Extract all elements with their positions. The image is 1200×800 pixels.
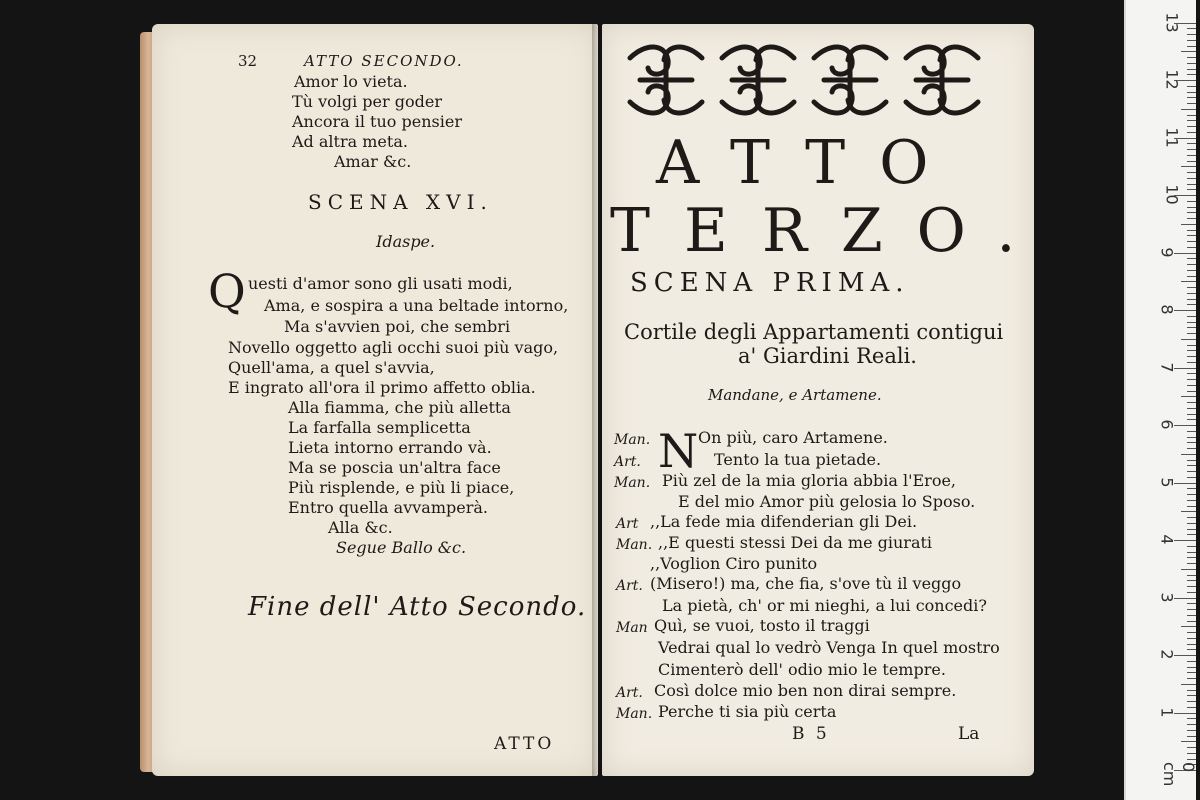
ruler-tick	[1187, 718, 1196, 719]
ruler-tick	[1187, 414, 1196, 415]
verse-line: Novello oggetto agli occhi suoi più vago,	[228, 338, 559, 357]
ruler-tick	[1187, 575, 1196, 576]
speaker-name: Idaspe.	[376, 232, 436, 251]
ruler-tick	[1187, 592, 1196, 593]
ruler-label: 8	[1157, 304, 1177, 315]
dialogue-line: ,,Voglion Ciro punito	[650, 554, 818, 573]
ruler-tick	[1174, 483, 1196, 484]
speaker-label: Man.	[616, 537, 653, 553]
ruler-tick	[1187, 632, 1196, 633]
ruler-tick	[1187, 546, 1196, 547]
ruler-tick	[1187, 448, 1196, 449]
ruler-tick	[1187, 442, 1196, 443]
ruler-tick	[1181, 684, 1196, 685]
ruler-tick	[1187, 149, 1196, 150]
speaker-label: Man.	[614, 475, 651, 491]
ruler-label: 11	[1162, 126, 1182, 148]
ruler-tick	[1181, 166, 1196, 167]
measuring-ruler	[1124, 0, 1196, 800]
ruler-tick	[1181, 511, 1196, 512]
ruler-tick	[1187, 557, 1196, 558]
ruler-tick	[1187, 333, 1196, 334]
ruler-tick	[1187, 408, 1196, 409]
verse-line: Ancora il tuo pensier	[292, 112, 462, 131]
ruler-tick	[1187, 178, 1196, 179]
speaker-label: Man.	[616, 706, 653, 722]
ruler-tick	[1187, 155, 1196, 156]
verse-line: Tù volgi per goder	[292, 92, 442, 111]
page-number: 32	[238, 52, 258, 70]
ruler-tick	[1187, 661, 1196, 662]
ruler-tick	[1187, 437, 1196, 438]
ruler-tick	[1187, 500, 1196, 501]
open-book	[140, 24, 1050, 780]
ruler-tick	[1174, 655, 1196, 656]
ruler-tick	[1181, 51, 1196, 52]
ruler-tick	[1187, 609, 1196, 610]
ruler-label: 13	[1162, 11, 1182, 33]
verse-line: Alla fiamma, che più alletta	[288, 398, 511, 417]
ruler-tick	[1187, 431, 1196, 432]
dialogue-line: Quì, se vuoi, tosto il traggi	[654, 616, 870, 635]
ruler-tick	[1187, 603, 1196, 604]
ruler-tick	[1187, 189, 1196, 190]
ruler-tick	[1187, 212, 1196, 213]
ruler-tick	[1187, 63, 1196, 64]
ruler-tick	[1187, 287, 1196, 288]
ruler-tick	[1187, 247, 1196, 248]
ruler-tick	[1187, 276, 1196, 277]
ruler-tick	[1187, 97, 1196, 98]
ruler-tick	[1174, 425, 1196, 426]
ruler-tick	[1181, 569, 1196, 570]
speaker-label: Man.	[614, 432, 651, 448]
ruler-tick	[1181, 396, 1196, 397]
ruler-tick	[1187, 299, 1196, 300]
ruler-tick	[1187, 678, 1196, 679]
ruler-tick	[1174, 598, 1196, 599]
ruler-tick	[1187, 356, 1196, 357]
decorative-headpiece	[620, 38, 990, 122]
ruler-tick	[1187, 707, 1196, 708]
ruler-tick	[1187, 638, 1196, 639]
ruler-tick	[1187, 759, 1196, 760]
ruler-tick	[1187, 40, 1196, 41]
ruler-tick	[1187, 494, 1196, 495]
scene-heading: SCENA PRIMA.	[630, 268, 910, 298]
verse-line: Amor lo vieta.	[294, 72, 408, 91]
ruler-label: 4	[1157, 534, 1177, 545]
ruler-label: 2	[1157, 649, 1177, 660]
setting-line: a' Giardini Reali.	[738, 344, 917, 368]
characters-line: Mandane, e Artamene.	[708, 386, 882, 404]
ruler-tick	[1187, 465, 1196, 466]
ruler-tick	[1187, 172, 1196, 173]
ruler-tick	[1187, 34, 1196, 35]
ruler-tick	[1187, 264, 1196, 265]
dialogue-line: E del mio Amor più gelosia lo Sposo.	[678, 492, 976, 511]
ruler-tick	[1187, 701, 1196, 702]
ruler-tick	[1187, 241, 1196, 242]
ruler-label: 6	[1157, 419, 1177, 430]
ruler-tick	[1187, 46, 1196, 47]
ruler-tick	[1187, 28, 1196, 29]
ruler-tick	[1187, 672, 1196, 673]
ruler-tick	[1187, 293, 1196, 294]
stage-direction: Segue Ballo &c.	[336, 538, 467, 557]
verse-line: E ingrato all'ora il primo affetto oblia.	[228, 378, 536, 397]
ruler-tick	[1187, 373, 1196, 374]
ruler-tick	[1174, 310, 1196, 311]
ruler-tick	[1187, 419, 1196, 420]
ruler-tick	[1174, 540, 1196, 541]
ruler-tick	[1187, 730, 1196, 731]
ruler-tick	[1181, 109, 1196, 110]
ruler-tick	[1187, 132, 1196, 133]
verse-line: uesti d'amor sono gli usati modi,	[248, 274, 513, 293]
ruler-label: 10	[1162, 184, 1182, 205]
ruler-tick	[1181, 281, 1196, 282]
ruler-tick	[1187, 488, 1196, 489]
verse-line: Amar &c.	[334, 152, 412, 171]
ruler-tick	[1187, 753, 1196, 754]
ruler-tick	[1187, 667, 1196, 668]
ruler-label: 7	[1157, 361, 1177, 373]
ruler-tick	[1187, 736, 1196, 737]
ruler-label: 5	[1157, 476, 1177, 488]
ruler-tick	[1187, 57, 1196, 58]
verse-line: Più risplende, e più li piace,	[288, 478, 515, 497]
catchword: ATTO	[494, 734, 555, 754]
ruler-tick	[1187, 115, 1196, 116]
dialogue-line: ,,La fede mia difenderian gli Dei.	[650, 512, 918, 531]
ruler-tick	[1181, 741, 1196, 742]
ruler-tick	[1187, 695, 1196, 696]
act-title-line2: TERZO.	[610, 196, 1050, 266]
speaker-label: Man	[616, 620, 648, 636]
verse-line: Lieta intorno errando và.	[288, 438, 492, 457]
act-title-line1: ATTO	[656, 128, 963, 198]
ruler-tick	[1187, 523, 1196, 524]
ruler-tick	[1187, 563, 1196, 564]
ruler-label: 1	[1157, 706, 1177, 718]
ruler-tick	[1187, 201, 1196, 202]
ruler-tick	[1181, 454, 1196, 455]
ruler-label: 3	[1157, 591, 1177, 603]
dialogue-line: Vedrai qual lo vedrò Venga In quel mostro	[658, 638, 1000, 657]
dialogue-line: Cimenterò dell' odio mio le tempre.	[658, 660, 946, 679]
dialogue-line: Perche ti sia più certa	[658, 702, 837, 721]
ruler-tick	[1187, 218, 1196, 219]
ruler-tick	[1187, 385, 1196, 386]
verse-line: Ama, e sospira a una beltade intorno,	[264, 296, 569, 315]
ruler-tick	[1187, 615, 1196, 616]
ruler-tick	[1187, 327, 1196, 328]
ruler-tick	[1187, 621, 1196, 622]
speaker-label: Art.	[616, 578, 643, 594]
ruler-tick	[1187, 103, 1196, 104]
ruler-tick	[1187, 207, 1196, 208]
ruler-tick	[1187, 517, 1196, 518]
ruler-tick	[1187, 69, 1196, 70]
ruler-tick	[1187, 362, 1196, 363]
ruler-tick	[1174, 253, 1196, 254]
dialogue-line: On più, caro Artamene.	[698, 428, 888, 447]
running-head: ATTO SECONDO.	[304, 52, 464, 70]
ruler-tick	[1187, 184, 1196, 185]
ruler-tick	[1187, 477, 1196, 478]
ruler-tick	[1187, 552, 1196, 553]
ruler-tick	[1187, 322, 1196, 323]
verse-line: Entro quella avvamperà.	[288, 498, 488, 517]
ruler-tick	[1187, 534, 1196, 535]
ruler-tick	[1187, 86, 1196, 87]
ruler-tick	[1187, 270, 1196, 271]
ruler-tick	[1187, 258, 1196, 259]
catchword: La	[958, 724, 980, 744]
speaker-label: Art	[616, 516, 639, 532]
ruler-tick	[1187, 529, 1196, 530]
ruler-tick	[1187, 580, 1196, 581]
ruler-tick	[1187, 235, 1196, 236]
ruler-tick	[1187, 92, 1196, 93]
ruler-tick	[1187, 690, 1196, 691]
ruler-tick	[1187, 644, 1196, 645]
ruler-tick	[1187, 230, 1196, 231]
speaker-label: Art.	[616, 685, 643, 701]
act-end-caption: Fine dell' Atto Secondo.	[248, 592, 587, 622]
signature-mark: B 5	[792, 724, 830, 744]
ruler-tick	[1187, 506, 1196, 507]
ruler-tick	[1187, 316, 1196, 317]
dialogue-line: La pietà, ch' or mi nieghi, a lui concedi?	[662, 596, 987, 615]
ruler-tick	[1181, 339, 1196, 340]
ruler-label: 12	[1162, 69, 1182, 90]
left-page	[152, 24, 598, 776]
ruler-tick	[1187, 586, 1196, 587]
ruler-tick	[1187, 126, 1196, 127]
dialogue-line: (Misero!) ma, che fia, s'ove tù il veggo	[650, 574, 962, 593]
dialogue-line: ,,E questi stessi Dei da me giurati	[658, 533, 933, 552]
ruler-tick	[1187, 649, 1196, 650]
verse-line: Ma s'avvien poi, che sembri	[284, 317, 511, 336]
ruler-label: 9	[1157, 246, 1177, 258]
ruler-tick	[1181, 224, 1196, 225]
drop-cap: N	[658, 424, 699, 478]
dialogue-line: Tento la tua pietade.	[714, 450, 882, 469]
ruler-tick	[1187, 379, 1196, 380]
ruler-tick	[1187, 304, 1196, 305]
ruler-tick	[1187, 345, 1196, 346]
verse-line: Quell'ama, a quel s'avvia,	[228, 358, 435, 377]
verse-line: La farfalla semplicetta	[288, 418, 471, 437]
ruler-tick	[1187, 460, 1196, 461]
ruler-tick	[1187, 471, 1196, 472]
ruler-tick	[1187, 143, 1196, 144]
verse-line: Alla &c.	[328, 518, 393, 537]
ruler-label: 0 cm	[1160, 762, 1198, 787]
ruler-tick	[1187, 391, 1196, 392]
ruler-tick	[1187, 161, 1196, 162]
right-page	[602, 24, 1050, 776]
dialogue-line: Più zel de la mia gloria abbia l'Eroe,	[662, 471, 957, 490]
dialogue-line: Così dolce mio ben non dirai sempre.	[654, 681, 957, 700]
ruler-tick	[1174, 713, 1196, 714]
drop-cap: Q	[208, 264, 246, 318]
ruler-tick	[1181, 626, 1196, 627]
scene-heading: SCENA XVI.	[308, 190, 493, 214]
ruler-tick	[1187, 74, 1196, 75]
verse-line: Ma se poscia un'altra face	[288, 458, 501, 477]
ruler-tick	[1174, 368, 1196, 369]
ruler-tick	[1187, 747, 1196, 748]
verse-line: Ad altra meta.	[292, 132, 408, 151]
ruler-tick	[1187, 724, 1196, 725]
setting-line: Cortile degli Appartamenti contigui	[624, 320, 1004, 344]
ruler-tick	[1187, 350, 1196, 351]
speaker-label: Art.	[614, 454, 641, 470]
ruler-tick	[1187, 402, 1196, 403]
ruler-tick	[1187, 120, 1196, 121]
